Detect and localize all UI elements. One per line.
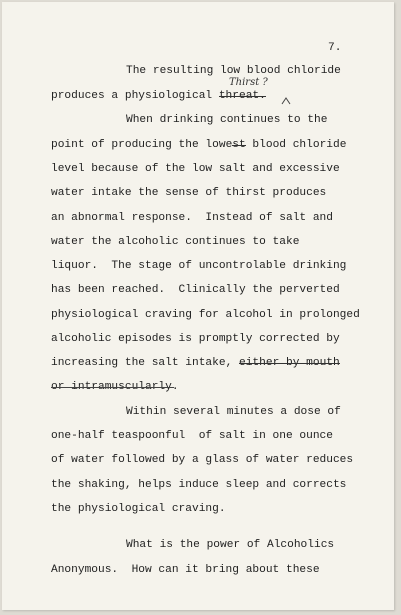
text-line-18: the shaking, helps induce sleep and corrects bbox=[51, 479, 347, 491]
insertion-caret-mark bbox=[281, 97, 291, 105]
text-line-7: an abnormal response. Instead of salt and bbox=[51, 212, 333, 224]
struck-letters-st: st bbox=[232, 139, 246, 151]
text-line-19: the physiological craving. bbox=[51, 503, 226, 515]
trailing-period: . bbox=[171, 381, 179, 393]
handwritten-thirst-note: Thirst ? bbox=[229, 77, 268, 88]
text-line-8: water the alcoholic continues to take bbox=[51, 236, 300, 248]
text-line-2 bbox=[51, 90, 266, 103]
text-line-11: physiological craving for alcohol in prolonged bbox=[51, 309, 360, 321]
text-line-10: has been reached. Clinically the perverted bbox=[51, 284, 340, 296]
struck-phrase-either-by-mouth: either by mouth bbox=[239, 357, 340, 369]
text-line-4-end: blood chloride bbox=[245, 139, 347, 151]
text-line-21: Anonymous. How can it bring about these bbox=[51, 564, 320, 576]
text-line-14 bbox=[51, 381, 179, 394]
page-number: 7. bbox=[328, 42, 342, 54]
struck-phrase-or-intramuscularly: or intramuscularly bbox=[51, 381, 172, 393]
word-lowest-prefix: lowe bbox=[205, 139, 233, 151]
text-line-13 bbox=[51, 357, 340, 370]
text-line-13-start: increasing the salt intake bbox=[51, 357, 226, 369]
document-page bbox=[2, 2, 394, 610]
text-line-2-start: produces a physiological bbox=[51, 90, 219, 102]
text-line-4 bbox=[51, 139, 346, 152]
text-line-4-start: point of producing the bbox=[51, 139, 206, 151]
text-line-9: liquor. The stage of uncontrolable drinking bbox=[51, 260, 347, 272]
struck-word-threat: threat. bbox=[218, 90, 266, 102]
text-line-16: one-half teaspoonful of salt in one ounce bbox=[51, 430, 333, 442]
text-line-5: level because of the low salt and excessive bbox=[51, 163, 340, 175]
text-line-17: of water followed by a glass of water reduces bbox=[51, 454, 354, 466]
text-line-20: What is the power of Alcoholics bbox=[126, 539, 335, 551]
text-line-3: When drinking continues to the bbox=[126, 114, 328, 126]
text-line-6: water intake the sense of thirst produces bbox=[51, 187, 327, 199]
text-line-15: Within several minutes a dose of bbox=[126, 406, 341, 418]
handwritten-comma: , bbox=[225, 357, 233, 369]
text-line-1: The resulting low blood chloride bbox=[126, 65, 341, 77]
text-line-12: alcoholic episodes is promptly corrected by bbox=[51, 333, 340, 345]
